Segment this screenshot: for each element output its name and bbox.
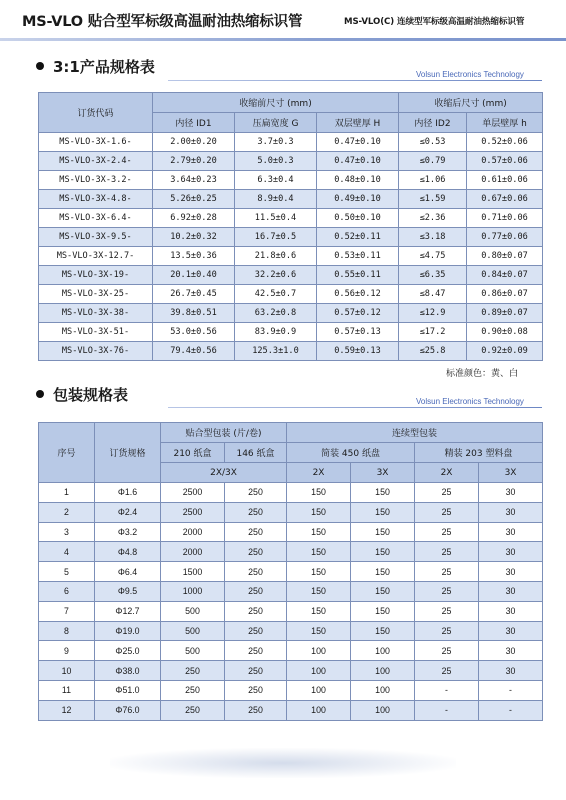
table-cell: 150: [287, 542, 351, 562]
table-cell: 25: [415, 621, 479, 641]
table-cell: 5.26±0.25: [153, 190, 235, 209]
table-cell: 0.48±0.10: [317, 171, 399, 190]
table-cell: 0.84±0.07: [467, 266, 543, 285]
table-cell: 2000: [161, 522, 225, 542]
table-cell: 250: [225, 601, 287, 621]
table-row: [39, 133, 543, 152]
table-cell: 8: [39, 621, 95, 641]
table-cell: 11.5±0.4: [235, 209, 317, 228]
table-cell: 150: [287, 581, 351, 601]
table-cell: 150: [287, 621, 351, 641]
table-row: [39, 228, 543, 247]
table-row: [39, 522, 543, 542]
table-cell: 250: [225, 542, 287, 562]
table-cell: 125.3±1.0: [235, 342, 317, 361]
table-cell: 0.49±0.10: [317, 190, 399, 209]
table-cell: MS-VLO-3X-6.4-: [39, 209, 153, 228]
table-cell: 0.67±0.06: [467, 190, 543, 209]
table-cell: 3.7±0.3: [235, 133, 317, 152]
table-cell: 9: [39, 641, 95, 661]
table-cell: 53.0±0.56: [153, 323, 235, 342]
table-cell: Φ6.4: [95, 562, 161, 582]
table-cell: 30: [479, 542, 543, 562]
table-cell: 0.53±0.11: [317, 247, 399, 266]
page-subtitle: MS-VLO(C) 连续型军标级高温耐油热缩标识管: [344, 17, 525, 27]
table-cell: 0.52±0.11: [317, 228, 399, 247]
table-cell: 0.80±0.07: [467, 247, 543, 266]
col-header-tube450: 简装 450 纸盘: [287, 443, 415, 463]
table-cell: 0.89±0.07: [467, 304, 543, 323]
table-cell: 150: [287, 562, 351, 582]
table-cell: 150: [351, 562, 415, 582]
table-cell: 500: [161, 641, 225, 661]
table-cell: 11: [39, 680, 95, 700]
table-row: [39, 581, 543, 601]
table-cell: 0.86±0.07: [467, 285, 543, 304]
table-row: [39, 621, 543, 641]
table-cell: 150: [351, 542, 415, 562]
table-cell: 7: [39, 601, 95, 621]
col-header-reel203: 精装 203 塑料盘: [415, 443, 543, 463]
table-cell: 250: [161, 661, 225, 681]
table-cell: Φ25.0: [95, 641, 161, 661]
bullet-icon: [36, 62, 44, 70]
col-header-hh: 单层壁厚 h: [467, 113, 543, 133]
table-row: [39, 304, 543, 323]
table-cell: 39.8±0.51: [153, 304, 235, 323]
table-cell: Φ3.2: [95, 522, 161, 542]
table-cell: 25: [415, 502, 479, 522]
table-cell: 0.55±0.11: [317, 266, 399, 285]
table-cell: 150: [351, 483, 415, 503]
table-cell: 25: [415, 641, 479, 661]
table-cell: 0.47±0.10: [317, 152, 399, 171]
table-cell: Φ9.5: [95, 581, 161, 601]
table-cell: 13.5±0.36: [153, 247, 235, 266]
table-cell: 100: [351, 661, 415, 681]
table-cell: 25: [415, 522, 479, 542]
table-cell: 150: [351, 581, 415, 601]
table-cell: 1000: [161, 581, 225, 601]
table-cell: 250: [225, 562, 287, 582]
table-cell: -: [415, 700, 479, 720]
table-cell: 25: [415, 562, 479, 582]
table-cell: 25: [415, 661, 479, 681]
header-bar: [0, 38, 566, 41]
table-cell: 25: [415, 581, 479, 601]
page-header: [0, 0, 566, 44]
table-cell: 30: [479, 502, 543, 522]
col-header-3x-b: 3X: [479, 463, 543, 483]
table-cell: MS-VLO-3X-4.8-: [39, 190, 153, 209]
table-cell: 0.71±0.06: [467, 209, 543, 228]
col-header-after: 收缩后尺寸 (mm): [399, 93, 543, 113]
table-cell: 2000: [161, 542, 225, 562]
table-cell: ≤6.35: [399, 266, 467, 285]
table-cell: 0.56±0.12: [317, 285, 399, 304]
table-cell: 20.1±0.40: [153, 266, 235, 285]
table-cell: ≤8.47: [399, 285, 467, 304]
brand-text-1: Volsun Electronics Technology: [416, 70, 524, 79]
table-cell: 250: [225, 522, 287, 542]
table-cell: 100: [351, 680, 415, 700]
col-header-box210: 210 纸盒: [161, 443, 225, 463]
col-header-cont: 连续型包装: [287, 423, 543, 443]
col-header-no: 序号: [39, 423, 95, 483]
col-header-id2: 内径 ID2: [399, 113, 467, 133]
table-row: [39, 601, 543, 621]
bullet-icon: [36, 390, 44, 398]
table-cell: 8.9±0.4: [235, 190, 317, 209]
table-cell: 250: [225, 502, 287, 522]
table-row: [39, 247, 543, 266]
table-cell: 100: [351, 641, 415, 661]
table-cell: Φ4.8: [95, 542, 161, 562]
table-cell: Φ38.0: [95, 661, 161, 681]
table-cell: 2: [39, 502, 95, 522]
table-cell: 83.9±0.9: [235, 323, 317, 342]
table-cell: 3.64±0.23: [153, 171, 235, 190]
table-row: [39, 209, 543, 228]
table-cell: MS-VLO-3X-25-: [39, 285, 153, 304]
table-cell: 6: [39, 581, 95, 601]
col-header-fit-sub: 2X/3X: [161, 463, 287, 483]
table-cell: MS-VLO-3X-2.4-: [39, 152, 153, 171]
table-cell: ≤0.53: [399, 133, 467, 152]
table-cell: 250: [225, 483, 287, 503]
table-cell: 250: [225, 661, 287, 681]
col-header-box146: 146 纸盒: [225, 443, 287, 463]
table-cell: 150: [287, 483, 351, 503]
table-cell: 4: [39, 542, 95, 562]
table-cell: MS-VLO-3X-51-: [39, 323, 153, 342]
table-row: [39, 680, 543, 700]
section-title-packaging: [36, 384, 128, 405]
col-header-fit: 贴合型包装 (片/卷): [161, 423, 287, 443]
table-cell: 6.3±0.4: [235, 171, 317, 190]
table-cell: 30: [479, 641, 543, 661]
table-cell: 3: [39, 522, 95, 542]
table-cell: 150: [351, 621, 415, 641]
table-cell: MS-VLO-3X-19-: [39, 266, 153, 285]
table-cell: ≤1.59: [399, 190, 467, 209]
table-cell: 100: [287, 680, 351, 700]
table-row: [39, 562, 543, 582]
table-cell: -: [479, 700, 543, 720]
table-cell: 5.0±0.3: [235, 152, 317, 171]
table-cell: 150: [287, 601, 351, 621]
table-cell: 0.57±0.13: [317, 323, 399, 342]
table-cell: 2500: [161, 502, 225, 522]
table-cell: 25: [415, 601, 479, 621]
col-header-h: 双层壁厚 H: [317, 113, 399, 133]
table-cell: 21.8±0.6: [235, 247, 317, 266]
table-cell: 25: [415, 483, 479, 503]
table-cell: ≤3.18: [399, 228, 467, 247]
table-cell: 150: [287, 522, 351, 542]
col-header-3x-a: 3X: [351, 463, 415, 483]
table-cell: 12: [39, 700, 95, 720]
col-header-g: 压扁宽度 G: [235, 113, 317, 133]
table-cell: 79.4±0.56: [153, 342, 235, 361]
col-header-spec: 订货规格: [95, 423, 161, 483]
table-row: [39, 483, 543, 503]
table-cell: 250: [161, 680, 225, 700]
table-cell: 150: [351, 502, 415, 522]
table-cell: 150: [351, 601, 415, 621]
table-cell: 100: [287, 641, 351, 661]
section-rule-1: [168, 80, 542, 81]
table-row: [39, 285, 543, 304]
table-cell: 42.5±0.7: [235, 285, 317, 304]
table-cell: 16.7±0.5: [235, 228, 317, 247]
section-title-specs: [36, 56, 155, 77]
table-cell: 250: [225, 581, 287, 601]
brand-text-2: Volsun Electronics Technology: [416, 397, 524, 406]
table-cell: 30: [479, 601, 543, 621]
table-cell: 10.2±0.32: [153, 228, 235, 247]
table-cell: 0.77±0.06: [467, 228, 543, 247]
table-cell: 0.61±0.06: [467, 171, 543, 190]
table-cell: Φ76.0: [95, 700, 161, 720]
table-cell: 0.57±0.06: [467, 152, 543, 171]
table-cell: 150: [287, 502, 351, 522]
table-cell: ≤0.79: [399, 152, 467, 171]
table-cell: 250: [225, 700, 287, 720]
table-cell: 0.59±0.13: [317, 342, 399, 361]
table-cell: 1: [39, 483, 95, 503]
table-cell: Φ51.0: [95, 680, 161, 700]
table-cell: 2500: [161, 483, 225, 503]
table-cell: 6.92±0.28: [153, 209, 235, 228]
table-cell: 2.00±0.20: [153, 133, 235, 152]
table-cell: MS-VLO-3X-3.2-: [39, 171, 153, 190]
table-cell: 30: [479, 483, 543, 503]
table-cell: 500: [161, 621, 225, 641]
table-row: [39, 171, 543, 190]
table-cell: MS-VLO-3X-1.6-: [39, 133, 153, 152]
table-cell: ≤12.9: [399, 304, 467, 323]
table-row: [39, 152, 543, 171]
table-cell: MS-VLO-3X-38-: [39, 304, 153, 323]
section-title-packaging-text: 包装规格表: [53, 386, 129, 404]
table-row: [39, 190, 543, 209]
table-cell: 10: [39, 661, 95, 681]
packaging-table: [38, 422, 543, 721]
table-cell: 0.90±0.08: [467, 323, 543, 342]
table-cell: Φ19.0: [95, 621, 161, 641]
table-cell: 63.2±0.8: [235, 304, 317, 323]
table-cell: -: [415, 680, 479, 700]
col-header-before: 收缩前尺寸 (mm): [153, 93, 399, 113]
table-cell: ≤2.36: [399, 209, 467, 228]
table-cell: 250: [225, 641, 287, 661]
table-cell: 250: [225, 621, 287, 641]
table-cell: Φ2.4: [95, 502, 161, 522]
table-cell: 0.52±0.06: [467, 133, 543, 152]
table-cell: 30: [479, 562, 543, 582]
table-cell: 30: [479, 522, 543, 542]
col-header-code: 订货代码: [39, 93, 153, 133]
table-cell: 100: [351, 700, 415, 720]
table-cell: 500: [161, 601, 225, 621]
table-row: [39, 266, 543, 285]
table-cell: MS-VLO-3X-9.5-: [39, 228, 153, 247]
page-title: MS-VLO 贴合型军标级高温耐油热缩标识管: [22, 14, 303, 30]
footer-decoration: [110, 748, 456, 778]
spec-table: [38, 92, 543, 361]
table-cell: 0.57±0.12: [317, 304, 399, 323]
section-title-specs-text: 3:1产品规格表: [53, 58, 155, 76]
table-cell: 0.50±0.10: [317, 209, 399, 228]
table-cell: 25: [415, 542, 479, 562]
col-header-2x-b: 2X: [415, 463, 479, 483]
table-cell: 250: [161, 700, 225, 720]
color-note: 标准颜色：黄、白: [446, 369, 519, 379]
table-cell: 32.2±0.6: [235, 266, 317, 285]
col-header-2x-a: 2X: [287, 463, 351, 483]
table-cell: Φ1.6: [95, 483, 161, 503]
table-row: [39, 502, 543, 522]
table-row: [39, 661, 543, 681]
table-cell: MS-VLO-3X-76-: [39, 342, 153, 361]
table-row: [39, 542, 543, 562]
table-cell: 0.47±0.10: [317, 133, 399, 152]
table-cell: -: [479, 680, 543, 700]
table-cell: 5: [39, 562, 95, 582]
table-cell: 2.79±0.20: [153, 152, 235, 171]
col-header-id1: 内径 ID1: [153, 113, 235, 133]
table-row: [39, 323, 543, 342]
table-cell: ≤4.75: [399, 247, 467, 266]
table-cell: ≤25.8: [399, 342, 467, 361]
table-cell: MS-VLO-3X-12.7-: [39, 247, 153, 266]
table-cell: ≤1.06: [399, 171, 467, 190]
table-row: [39, 342, 543, 361]
table-cell: 1500: [161, 562, 225, 582]
table-cell: 0.92±0.09: [467, 342, 543, 361]
table-cell: ≤17.2: [399, 323, 467, 342]
table-cell: 100: [287, 700, 351, 720]
table-row: [39, 641, 543, 661]
table-cell: 250: [225, 680, 287, 700]
table-row: [39, 700, 543, 720]
table-cell: 100: [287, 661, 351, 681]
table-cell: 30: [479, 621, 543, 641]
table-cell: 30: [479, 661, 543, 681]
table-cell: 26.7±0.45: [153, 285, 235, 304]
table-cell: 30: [479, 581, 543, 601]
table-cell: 150: [351, 522, 415, 542]
section-rule-2: [168, 407, 542, 408]
table-cell: Φ12.7: [95, 601, 161, 621]
